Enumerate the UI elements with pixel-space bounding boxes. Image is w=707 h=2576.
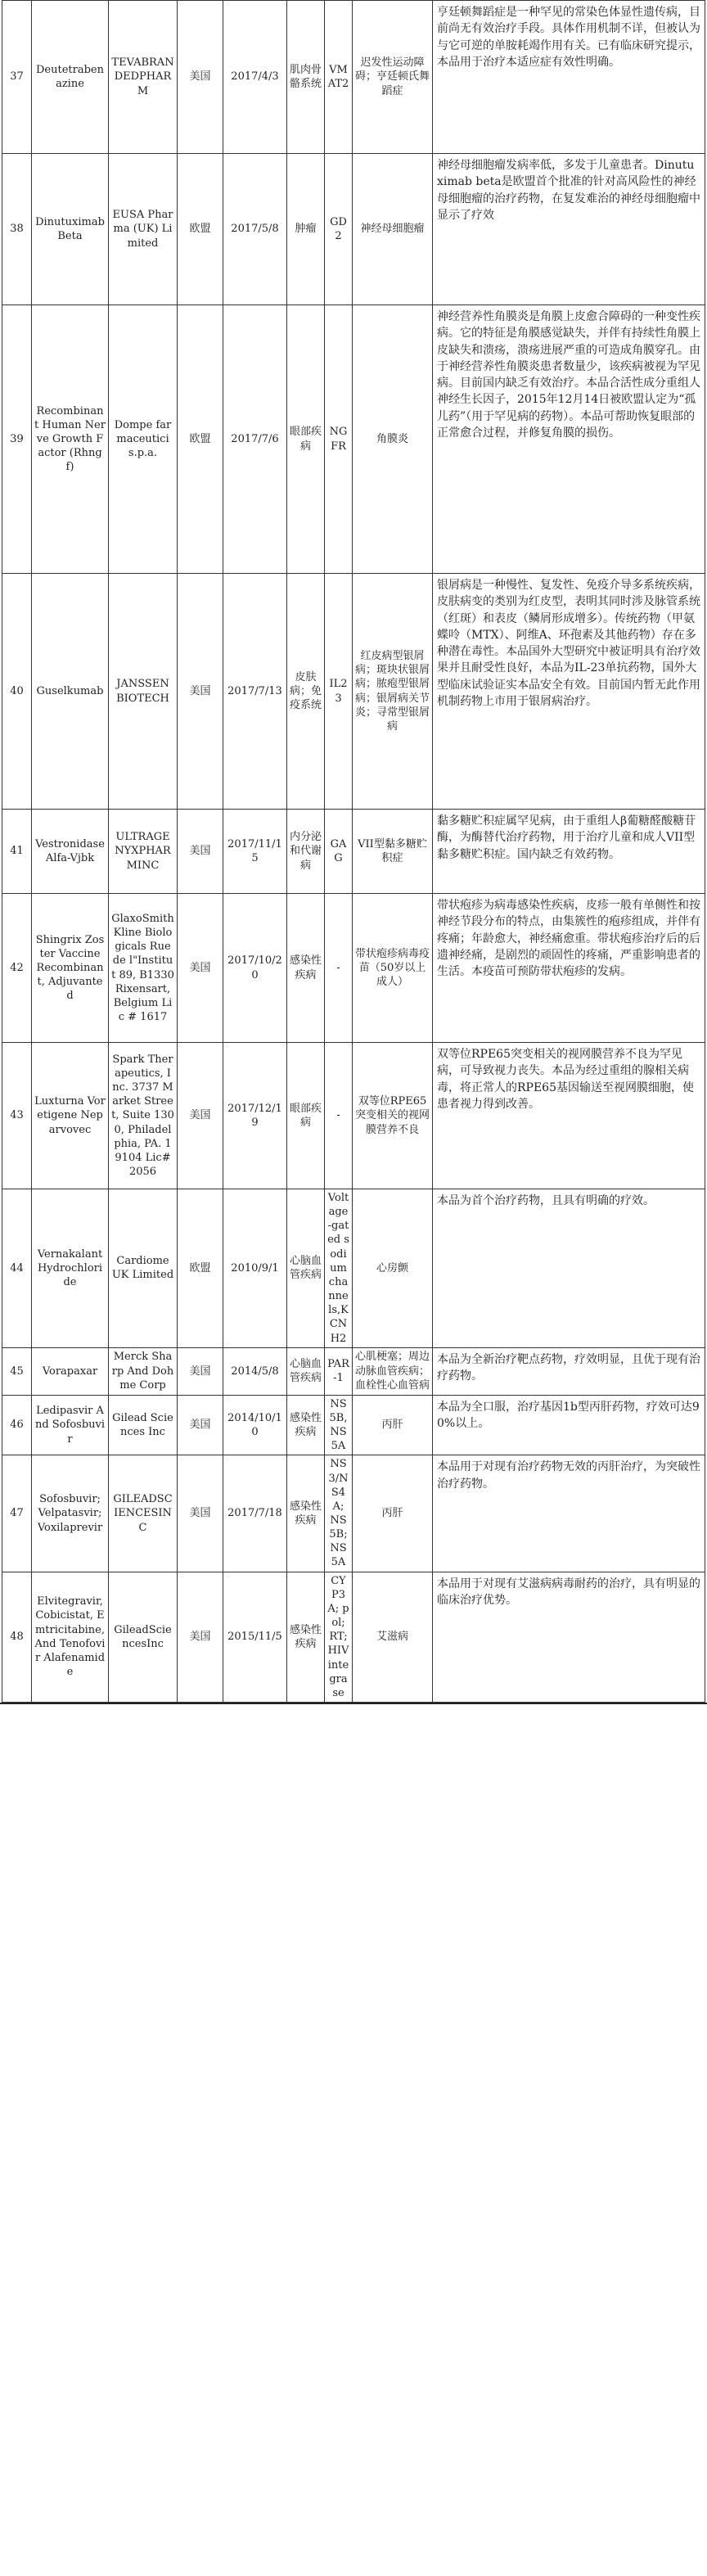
table-row <box>2 810 705 894</box>
cell-no: 48 <box>2 1572 32 1702</box>
cell-no: 47 <box>2 1455 32 1572</box>
cell-target: - <box>325 894 353 1043</box>
cell-target: NGFR <box>325 305 353 574</box>
cell-desc: 本品为全新治疗靶点药物，疗效明显，且优于现有治疗药物。 <box>433 1347 705 1395</box>
cell-name: Dinutuximab Beta <box>32 154 109 305</box>
cell-desc: 本品用于对现有艾滋病病毒耐药的治疗，具有明显的临床治疗优势。 <box>433 1572 705 1702</box>
cell-company: GlaxoSmithKline Biologicals Rue de l"Institut 89, B1330 Rixensart, Belgium Lic # 1617 <box>109 894 178 1043</box>
cell-company: ULTRAGENYXPHARMINC <box>109 810 178 894</box>
cell-no: 37 <box>2 1 32 154</box>
cell-name: Vernakalant Hydrochloride <box>32 1189 109 1348</box>
cell-desc: 本品用于对现有治疗药物无效的丙肝治疗，为突破性治疗药物。 <box>433 1455 705 1572</box>
cell-region: 美国 <box>178 894 223 1043</box>
drug-table <box>2 0 705 1703</box>
cell-system: 眼部疾病 <box>287 1043 325 1189</box>
cell-desc: 神经营养性角膜炎是角膜上皮愈合障碍的一种变性疾病。它的特征是角膜感觉缺失，并伴有持续性角膜上皮缺失和溃疡，溃疡进展严重的可造成角膜穿孔。由于神经营养性角膜炎患者数量少，该疾病被视为罕见病。目前国内缺乏有效治疗。本品合活性成分重组人神经生长因子，2015年12月14日被欧盟认定为“孤儿药”（用于罕见病的药物）。本品可帮助恢复眼部的正常愈合过程，并修复角膜的损伤。 <box>433 305 705 574</box>
cell-no: 44 <box>2 1189 32 1348</box>
cell-company: JANSSEN BIOTECH <box>109 574 178 810</box>
table-row <box>2 1 705 154</box>
cell-system: 感染性疾病 <box>287 1395 325 1455</box>
cell-system: 感染性疾病 <box>287 1455 325 1572</box>
cell-system: 感染性疾病 <box>287 1572 325 1702</box>
cell-indication: 迟发性运动障碍；亨廷顿氏舞蹈症 <box>353 1 433 154</box>
cell-date: 2017/12/19 <box>223 1043 287 1189</box>
cell-date: 2014/5/8 <box>223 1347 287 1395</box>
cell-name: Elvitegravir, Cobicistat, Emtricitabine, And Tenofovir Alafenamide <box>32 1572 109 1702</box>
cell-no: 41 <box>2 810 32 894</box>
cell-region: 欧盟 <box>178 305 223 574</box>
cell-region: 美国 <box>178 1347 223 1395</box>
cell-system: 内分泌和代谢病 <box>287 810 325 894</box>
cell-company: GILEADSCIENCESINC <box>109 1455 178 1572</box>
cell-desc: 双等位RPE65突变相关的视网膜营养不良为罕见病，可导致视力丧失。本品为经过重组的腺相关病毒，将正常人的RPE65基因输送至视网膜细胞，使患者视力得到改善。 <box>433 1043 705 1189</box>
cell-region: 美国 <box>178 1455 223 1572</box>
cell-date: 2017/4/3 <box>223 1 287 154</box>
table-bottom-border <box>0 1703 707 1704</box>
cell-target: IL23 <box>325 574 353 810</box>
cell-date: 2017/10/20 <box>223 894 287 1043</box>
table-row <box>2 894 705 1043</box>
cell-desc: 亨廷顿舞蹈症是一种罕见的常染色体显性遗传病，目前尚无有效治疗手段。具体作用机制不详，但被认为与它可逆的单胺耗竭作用有关。已有临床研究提示，本品用于治疗本适应症有效性明确。 <box>433 1 705 154</box>
cell-system: 感染性疾病 <box>287 894 325 1043</box>
cell-no: 39 <box>2 305 32 574</box>
cell-region: 欧盟 <box>178 154 223 305</box>
cell-desc: 带状疱疹为病毒感染性疾病，皮疹一般有单侧性和按神经节段分布的特点，由集簇性的疱疹组成，并伴有疼痛；年龄愈大，神经痛愈重。带状疱疹治疗后的后遗神经痛，是剧烈的顽固性的疼痛，严重影响患者的生活。本疫苗可预防带状疱疹的发病。 <box>433 894 705 1043</box>
cell-desc: 本品为首个治疗药物，且具有明确的疗效。 <box>433 1189 705 1348</box>
cell-no: 45 <box>2 1347 32 1395</box>
cell-indication: 角膜炎 <box>353 305 433 574</box>
cell-date: 2017/11/15 <box>223 810 287 894</box>
cell-company: Cardiome UK Limited <box>109 1189 178 1348</box>
cell-indication: 艾滋病 <box>353 1572 433 1702</box>
cell-system: 心脑血管疾病 <box>287 1347 325 1395</box>
cell-system: 肌肉骨骼系统 <box>287 1 325 154</box>
cell-target: GAG <box>325 810 353 894</box>
table-row <box>2 154 705 305</box>
table-row <box>2 1043 705 1189</box>
cell-system: 肿瘤 <box>287 154 325 305</box>
cell-target: NS5B, NS5A <box>325 1395 353 1455</box>
cell-target: PAR-1 <box>325 1347 353 1395</box>
cell-region: 美国 <box>178 1395 223 1455</box>
cell-system: 心脑血管疾病 <box>287 1189 325 1348</box>
cell-desc: 神经母细胞瘤发病率低，多发于儿童患者。Dinutuximab beta是欧盟首个批准的针对高风险性的神经母细胞瘤的治疗药物，在复发难治的神经母细胞瘤中显示了疗效 <box>433 154 705 305</box>
cell-name: Vestronidase Alfa-Vjbk <box>32 810 109 894</box>
cell-no: 43 <box>2 1043 32 1189</box>
cell-name: Sofosbuvir; Velpatasvir; Voxilaprevir <box>32 1455 109 1572</box>
cell-indication: 带状疱疹病毒疫苗（50岁以上成人） <box>353 894 433 1043</box>
cell-desc: 银屑病是一种慢性、复发性、免疫介导多系统疾病，皮肤病变的类别为红皮型，表明其同时涉及脉管系统（红斑）和表皮（鳞屑形成增多）。传统药物（甲氨蝶呤（MTX）、阿维A、环孢素及其他药物）存在多种潜在毒性。本品国外大型研究中被证明具有治疗效果并且耐受性良好，本品为IL-23单抗药物，国外大型临床试验证实本品安全有效。目前国内暂无此作用机制药物上市用于银屑病治疗。 <box>433 574 705 810</box>
cell-name: Luxturna Voretigene Neparvovec <box>32 1043 109 1189</box>
cell-region: 美国 <box>178 1043 223 1189</box>
cell-target: VMAT2 <box>325 1 353 154</box>
cell-region: 美国 <box>178 574 223 810</box>
cell-date: 2017/7/6 <box>223 305 287 574</box>
cell-target: GD2 <box>325 154 353 305</box>
cell-date: 2017/5/8 <box>223 154 287 305</box>
cell-indication: 双等位RPE65突变相关的视网膜营养不良 <box>353 1043 433 1189</box>
table-row <box>2 574 705 810</box>
cell-no: 42 <box>2 894 32 1043</box>
cell-company: Spark Therapeutics, Inc. 3737 Market Street, Suite 1300, Philadelphia, PA. 19104 Lic# 2056 <box>109 1043 178 1189</box>
cell-indication: VII型黏多糖贮积症 <box>353 810 433 894</box>
cell-indication: 心房颤 <box>353 1189 433 1348</box>
cell-name: Shingrix Zoster Vaccine Recombinant, Adjuvanted <box>32 894 109 1043</box>
cell-region: 欧盟 <box>178 1189 223 1348</box>
cell-region: 美国 <box>178 810 223 894</box>
cell-target: - <box>325 1043 353 1189</box>
cell-date: 2017/7/18 <box>223 1455 287 1572</box>
cell-target: NS3/NS4A; NS5B; NS5A <box>325 1455 353 1572</box>
cell-desc: 本品为全口服，治疗基因1b型丙肝药物，疗效可达90%以上。 <box>433 1395 705 1455</box>
cell-company: Dompe farmaceutici s.p.a. <box>109 305 178 574</box>
cell-date: 2014/10/10 <box>223 1395 287 1455</box>
cell-desc: 黏多糖贮积症属罕见病，由于重组人β葡糖醛酸糖苷酶，为酶替代治疗药物，用于治疗儿童和成人VII型黏多糖贮积症。国内缺乏有效药物。 <box>433 810 705 894</box>
cell-target: Voltage-gated sodium channels,KCNH2 <box>325 1189 353 1348</box>
cell-region: 美国 <box>178 1 223 154</box>
cell-name: Deutetrabenazine <box>32 1 109 154</box>
table-row <box>2 1572 705 1702</box>
cell-region: 美国 <box>178 1572 223 1702</box>
cell-no: 46 <box>2 1395 32 1455</box>
cell-name: Vorapaxar <box>32 1347 109 1395</box>
cell-indication: 丙肝 <box>353 1455 433 1572</box>
cell-date: 2015/11/5 <box>223 1572 287 1702</box>
cell-system: 皮肤病；免疫系统 <box>287 574 325 810</box>
table-row <box>2 1189 705 1348</box>
table-row <box>2 1347 705 1395</box>
cell-indication: 丙肝 <box>353 1395 433 1455</box>
cell-company: GileadSciencesInc <box>109 1572 178 1702</box>
cell-indication: 心肌梗塞；周边动脉血管疾病；血栓性心血管病 <box>353 1347 433 1395</box>
table-row <box>2 1455 705 1572</box>
table-row <box>2 1395 705 1455</box>
cell-company: Gilead Sciences Inc <box>109 1395 178 1455</box>
cell-company: Merck Sharp And Dohme Corp <box>109 1347 178 1395</box>
table-row <box>2 305 705 574</box>
cell-indication: 神经母细胞瘤 <box>353 154 433 305</box>
cell-target: CYP3A; pol; RT; HIV integrase <box>325 1572 353 1702</box>
cell-name: Recombinant Human Nerve Growth Factor (Rhngf) <box>32 305 109 574</box>
cell-name: Ledipasvir And Sofosbuvir <box>32 1395 109 1455</box>
cell-system: 眼部疾病 <box>287 305 325 574</box>
cell-name: Guselkumab <box>32 574 109 810</box>
cell-indication: 红皮病型银屑病；斑块状银屑病；脓疱型银屑病；银屑病关节炎；寻常型银屑病 <box>353 574 433 810</box>
cell-date: 2017/7/13 <box>223 574 287 810</box>
cell-no: 40 <box>2 574 32 810</box>
cell-no: 38 <box>2 154 32 305</box>
cell-company: TEVABRANDEDPHARM <box>109 1 178 154</box>
cell-date: 2010/9/1 <box>223 1189 287 1348</box>
cell-company: EUSA Pharma (UK) Limited <box>109 154 178 305</box>
